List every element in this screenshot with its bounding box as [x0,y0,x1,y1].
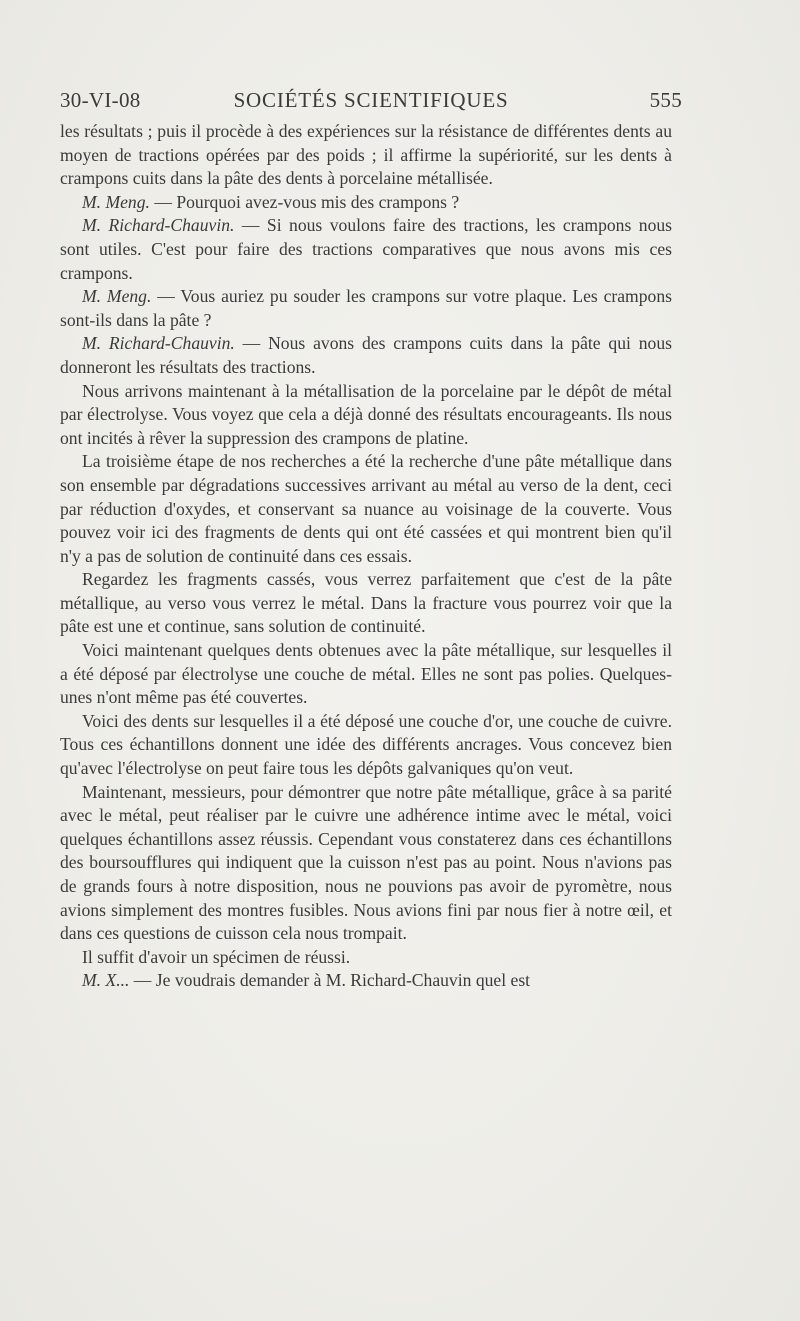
paragraph-text: Maintenant, messieurs, pour démontrer que notre pâte métallique, grâce à sa parité avec le métal, peut réaliser par le cuivre une adhérence intime avec le métal, voici quelques échantillons assez réussis. Cependant vous constaterez dans ces échantillons des boursoufflures qui indiquent que la cuisson n'est pas au point. Nous n'avions pas de grands fours à notre disposition, nous ne pouvions pas avoir de pyromètre, nous avions simplement des montres fusibles. Nous avions fini par nous fier à notre œil, et dans ces questions de cuisson cela nous trompait. [60,781,672,944]
paragraph-text: La troisième étape de nos recherches a été la recherche d'une pâte métallique dans son ensemble par dégradations successives arrivant au métal au verso de la dent, ceci par réduction d'oxydes, et conservant sa nuance au voisinage de la couverte. Vous pouvez voir ici des fragments de dents qui ont été cassées et qui montrent bien qu'il n'y a pas de solution de continuité dans ces essais. [60,451,672,566]
paragraph-text: les résultats ; puis il procède à des expériences sur la résistance de différentes dents au moyen de tractions opérées par des poids ; il affirme la supériorité, sur les dents à crampons cuits dans la pâte des dents à porcelaine métallisée. [60,121,672,189]
body-text [60,120,672,993]
paragraph-text: — Pourquoi avez-vous mis des crampons ? [149,191,460,212]
header-date: 30-VI-08 [60,88,141,112]
paragraph [60,285,672,332]
paragraph [60,120,672,191]
paragraph-text: — Nous avons des crampons cuits dans la pâte qui nous donneront les résultats des tractions. [60,333,673,377]
speaker-name: M. Meng. [82,191,150,212]
header-title: SOCIÉTÉS SCIENTIFIQUES [233,88,509,112]
paragraph [60,969,672,993]
paragraph [60,710,672,781]
paragraph-text: Voici maintenant quelques dents obtenues avec la pâte métallique, sur lesquelles il a été déposé par électrolyse une couche de métal. Elles ne sont pas polies. Quelques-unes n'ont même pas été couvertes. [60,640,672,708]
paragraph [60,191,672,215]
paragraph [60,450,672,568]
paragraph [60,380,672,451]
running-head [60,88,682,118]
paragraph-text: Nous arrivons maintenant à la métallisation de la porcelaine par le dépôt de métal par électrolyse. Vous voyez que cela a déjà donné des résultats encourageants. Ils nous ont incités à rêver la suppression des crampons de platine. [60,380,672,448]
paragraph [60,568,672,639]
paragraph [60,946,672,970]
speaker-name: M. Meng. [82,286,152,307]
paragraph-text: — Je voudrais demander à M. Richard-Chauvin quel est [129,970,531,991]
paragraph [60,214,672,285]
speaker-name: M. Richard-Chauvin. [82,215,235,236]
paragraph-text: Il suffit d'avoir un spécimen de réussi. [82,946,351,967]
paragraph-text: — Vous auriez pu souder les crampons sur votre plaque. Les crampons sont-ils dans la pâte ? [60,286,672,330]
speaker-name: M. Richard-Chauvin. [82,333,235,354]
paragraph [60,639,672,710]
paragraph [60,781,672,946]
paragraph-text: — Si nous voulons faire des tractions, les crampons nous sont utiles. C'est pour faire des tractions comparatives que nous avons mis ces crampons. [60,215,673,283]
speaker-name: M. X... [82,970,130,991]
paragraph [60,332,672,379]
page-number: 555 [649,88,682,112]
paragraph-text: Regardez les fragments cassés, vous verrez parfaitement que c'est de la pâte métallique, au verso vous verrez le métal. Dans la fracture vous pourrez voir que la pâte est une et continue, sans solution de continuité. [60,569,672,637]
paragraph-text: Voici des dents sur lesquelles il a été déposé une couche d'or, une couche de cuivre. Tous ces échantillons donnent une idée des différents ancrages. Vous concevez bien qu'avec l'électrolyse on peut faire tous les dépôts galvaniques qu'on veut. [60,710,672,779]
